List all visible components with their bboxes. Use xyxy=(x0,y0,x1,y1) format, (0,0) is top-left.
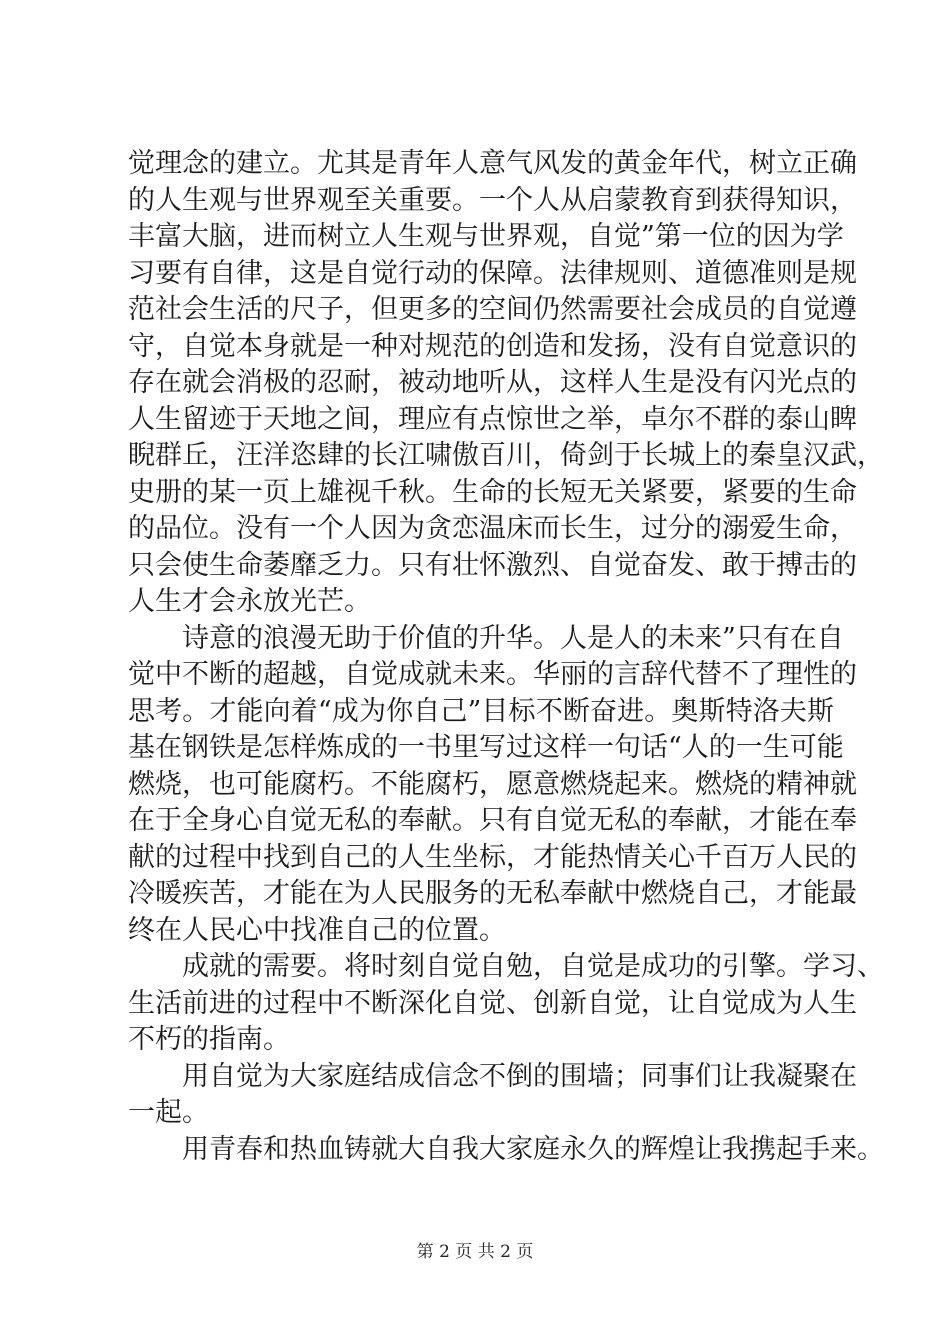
text-line: 的人生观与世界观至关重要。一个人从启蒙教育到获得知识， xyxy=(128,184,857,216)
text-line: 生活前进的过程中不断深化自觉、创新自觉，让自觉成为人生 xyxy=(128,987,857,1019)
text-line: 觉中不断的超越，自觉成就未来。华丽的言辞代替不了理性的 xyxy=(128,659,857,690)
text-line: 在于全身心自觉无私的奉献。只有自觉无私的奉献，才能在奉 xyxy=(128,805,857,836)
text-line: 只会使生命萎靡乏力。只有壮怀激烈、自觉奋发、敢于搏击的 xyxy=(128,549,857,581)
text-line: 人生留迹于天地之间，理应有点惊世之举，卓尔不群的泰山睥 xyxy=(128,403,857,435)
paragraph xyxy=(128,146,884,621)
text-line: 睨群丘，汪洋恣肆的长江啸傲百川，倚剑于长城上的秦皇汉武， xyxy=(128,440,884,471)
text-line: 范社会生活的尺子，但更多的空间仍然需要社会成员的自觉遵 xyxy=(128,294,857,325)
text-line: 一起。 xyxy=(128,1097,209,1128)
document-body xyxy=(128,146,884,1168)
text-line: 冷暖疾苦，才能在为人民服务的无私奉献中燃烧自己，才能最 xyxy=(128,878,857,909)
text-line: 习要有自律，这是自觉行动的保障。法律规则、道德准则是规 xyxy=(128,257,857,289)
paragraph xyxy=(128,621,857,950)
text-line: 觉理念的建立。尤其是青年人意气风发的黄金年代，树立正确 xyxy=(128,148,857,179)
text-line: 史册的某一页上雄视千秋。生命的长短无关紧要，紧要的生命 xyxy=(128,476,857,508)
paragraph xyxy=(128,1132,884,1169)
text-line: 存在就会消极的忍耐，被动地听从，这样人生是没有闪光点的 xyxy=(128,367,857,398)
text-line: 献的过程中找到自己的人生坐标，才能热情关心千百万人民的 xyxy=(128,841,857,873)
text-line: 用自觉为大家庭结成信念不倒的围墙；同事们让我凝聚在 xyxy=(182,1060,857,1092)
text-line: 成就的需要。将时刻自觉自勉，自觉是成功的引擎。学习、 xyxy=(182,951,884,982)
text-line: 的品位。没有一个人因为贪恋温床而长生，过分的溺爱生命， xyxy=(128,513,857,544)
text-line: 守，自觉本身就是一种对规范的创造和发扬，没有自觉意识的 xyxy=(128,330,857,362)
text-line: 基在钢铁是怎样炼成的一书里写过这样一句话“人的一生可能 xyxy=(128,732,844,763)
paragraph xyxy=(128,1059,857,1132)
text-line: 思考。才能向着“成为你自己”目标不断奋进。奥斯特洛夫斯 xyxy=(128,695,834,727)
paragraph xyxy=(128,949,884,1059)
text-line: 用青春和热血铸就大自我大家庭永久的辉煌让我携起手来。 xyxy=(182,1133,884,1165)
text-line: 不朽的指南。 xyxy=(128,1024,290,1055)
text-line: 丰富大脑，进而树立人生观与世界观，自觉”第一位的因为学 xyxy=(128,221,844,252)
text-line: 终在人民心中找准自己的位置。 xyxy=(128,914,506,946)
text-line: 人生才会永放光芒。 xyxy=(128,586,371,617)
page-footer: 第 2 页 共 2 页 xyxy=(416,1242,534,1262)
text-line: 诗意的浪漫无助于价值的升华。人是人的未来”只有在自 xyxy=(182,622,844,654)
text-line: 燃烧，也可能腐朽。不能腐朽，愿意燃烧起来。燃烧的精神就 xyxy=(128,768,857,800)
